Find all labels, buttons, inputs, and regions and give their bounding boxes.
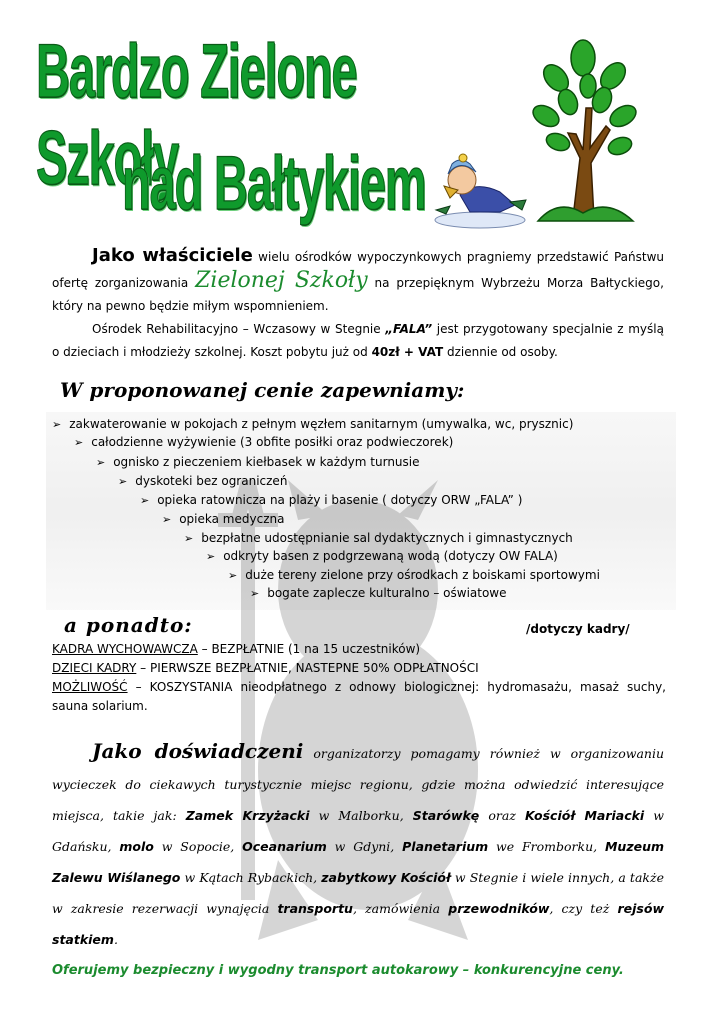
fala-paragraph	[52, 318, 664, 364]
extra-line-possibility: MOŻLIWOŚĆ – KOSZYSTANIA nieodpłatnego z odnowy biologicznej: hydromasażu, masaż suchy, sauna solarium.	[52, 680, 666, 713]
list-item: ➢ całodzienne wyżywienie (3 obfite posiłki oraz podwieczorek)	[74, 435, 453, 449]
fala-text-c: dziennie od osoby.	[446, 345, 558, 359]
footer-transport: Oferujemy bezpieczny i wygodny transport autokarowy – konkurencyjne ceny.	[52, 963, 624, 978]
intro-text-b: na przepięknym Wybrzeżu Morza Bałtyckiego, który na pewno będzie miłym wspomnieniem.	[52, 276, 664, 313]
list-item: ➢ opieka medyczna	[162, 512, 284, 526]
list-item: ➢ bezpłatne udostępnianie sal dydaktycznych i gimnastycznych	[184, 531, 573, 545]
title-line-1: Bardzo Zielone Szkoły	[36, 29, 357, 201]
title-line-2: nad Bałtykiem	[122, 141, 426, 226]
list-item: ➢ bogate zaplecze kulturalno – oświatowe	[250, 586, 507, 600]
intro-text-a: wielu ośrodków wypoczynkowych pragniemy przedstawić Państwu ofertę zorganizowania	[52, 250, 664, 290]
extra-line-staff: KADRA WYCHOWAWCZA – BEZPŁATNIE (1 na 15 uczestników)	[52, 642, 421, 656]
trips-lead: Jako doświadczeni	[92, 739, 304, 763]
intro-lead: Jako właściciele	[92, 245, 253, 266]
list-item: ➢ dyskoteki bez ograniczeń	[118, 474, 287, 488]
list-item: ➢ ognisko z pieczeniem kiełbasek w każdym turnusie	[96, 455, 420, 469]
section-heading-included: W proponowanej cenie zapewniamy:	[60, 378, 465, 402]
fala-name: „FALA”	[385, 322, 433, 336]
list-item: ➢ duże tereny zielone przy ośrodkach z boiskami sportowymi	[228, 568, 600, 582]
trips-paragraph: Jako doświadczeni organizatorzy pomagamy również w organizowaniu wycieczek do ciekawych turystycznie miejsc regionu, gdzie można odwiedzić interesujące miejsca, takie jak: Zamek Krzyżacki w Malborku, Starówkę oraz Kościół Mariacki w Gdańsku, molo w Sopocie, Oceanarium w Gdyni, Planetarium we Fromborku, Muzeum Zalewu Wiślanego w Kątach Rybackich, zabytkowy Kościół w Stegnie i wiele innych, a także w zakresie rezerwacji wynajęcia transportu, zamówienia przewodników, czy też rejsów statkiem.	[52, 739, 665, 947]
child-on-ice-illustration	[430, 150, 530, 230]
fala-text-a: Ośrodek Rehabilitacyjno – Wczasowy w Stegnie	[92, 322, 381, 336]
staff-note: /dotyczy kadry/	[526, 622, 630, 636]
tree-illustration	[528, 38, 638, 223]
section-heading-extra: a ponadto:	[64, 613, 193, 637]
fala-text-b: jest przygotowany specjalnie z myślą o dzieciach i młodzieży szkolnej. Koszt pobytu już od	[52, 322, 664, 359]
extra-line-children: DZIECI KADRY – PIERWSZE BEZPŁATNIE, NASTEPNE 50% ODPŁATNOŚCI	[52, 661, 479, 675]
list-item: ➢ odkryty basen z podgrzewaną wodą (dotyczy OW FALA)	[206, 549, 558, 563]
intro-paragraph	[52, 244, 664, 318]
fala-price: 40zł + VAT	[371, 345, 444, 359]
list-item: ➢ zakwaterowanie w pokojach z pełnym węzłem sanitarnym (umywalka, wc, prysznic)	[52, 417, 573, 431]
list-item: ➢ opieka ratownicza na plaży i basenie ( dotyczy ORW „FALA” )	[140, 493, 522, 507]
intro-highlight: Zielonej Szkoły	[195, 268, 368, 293]
